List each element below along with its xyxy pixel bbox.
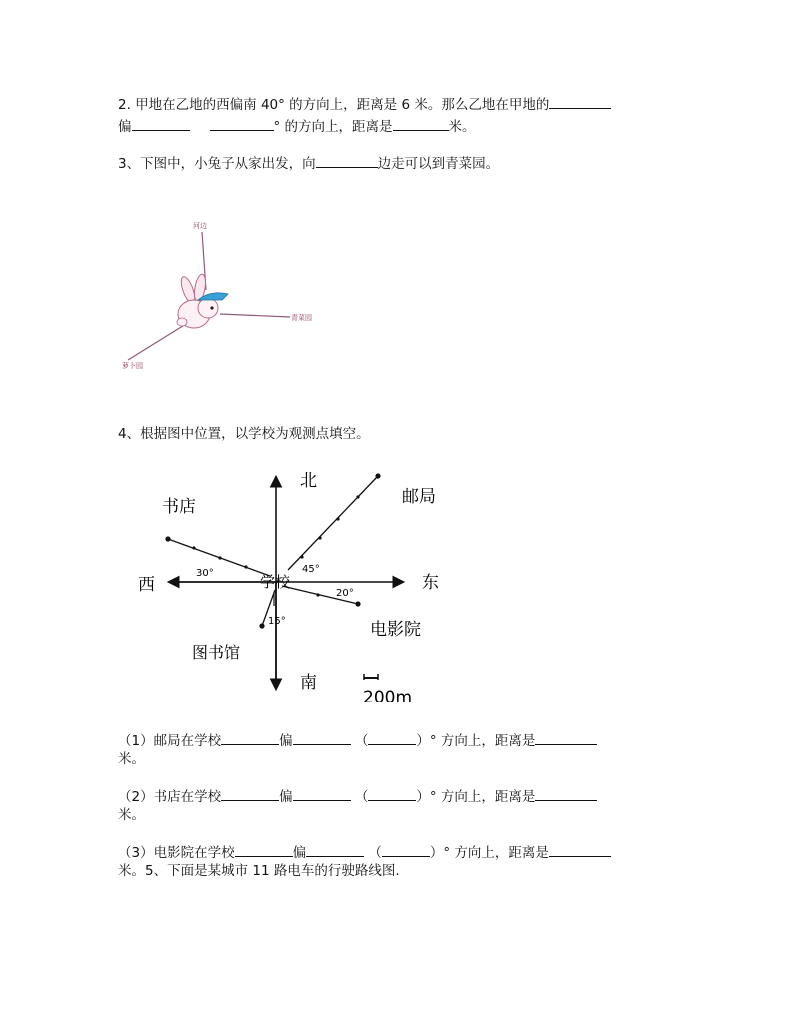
q2-blank-1[interactable] [549,94,611,109]
library-point [259,623,264,628]
label-library: 图书馆 [192,643,241,662]
q4-item-1-prefix: （1）邮局在学校 [118,733,222,749]
q4-item-2-end: 米。 [118,807,145,823]
label-school: 学校 [260,573,291,591]
q4-item-3-blank-d[interactable] [549,842,611,857]
q4-item-2-after: ° 方向上，距离是 [429,789,536,805]
cinema-point [355,601,360,606]
q4-item-2-blank-c[interactable] [368,786,416,801]
label-east: 东 [422,573,439,593]
q4-item-3-blank-b[interactable] [306,842,364,857]
q4-item-3-paren-close: ） [429,845,444,861]
q4-item-1-paren-open: （ [354,733,369,749]
q2-blank-2[interactable] [132,116,190,131]
q4-item-3-end: 米。5、下面是某城市 11 路电车的行驶路线图. [118,863,400,879]
q4-item-3-paren-open: （ [368,845,382,861]
q3-text-b: 边走可以到青菜园。 [377,156,500,172]
rabbit-icon [177,273,228,328]
label-post-office: 邮局 [402,487,436,507]
label-north: 北 [300,471,317,491]
q3-line [118,153,499,173]
label-vegetable-garden: 青菜园 [291,314,312,322]
label-bookstore: 书店 [162,497,196,517]
scale-bar [364,674,378,680]
q3-text-a: 3、下图中，小兔子从家出发，向 [118,156,316,172]
q4-item-1-blank-a[interactable] [221,730,279,745]
label-radish-garden: 萝卜园 [122,362,143,370]
q4-item-2-paren-open: （ [354,789,369,805]
q4-item-3-blank-c[interactable] [382,842,430,857]
q2-text-2c: 米。 [448,119,476,135]
q4-item-2-blank-a[interactable] [221,786,279,801]
label-west: 西 [138,575,155,595]
q4-item-2-blank-d[interactable] [535,786,597,801]
q4-item-1-after: ° 方向上，距离是 [429,733,536,749]
rabbit-diagram [110,210,350,380]
q2-text-2b: ° 的方向上，距离是 [273,119,393,135]
q4-item-2-prefix: （2）书店在学校 [118,789,222,805]
q2-text-2a: 偏 [118,119,132,135]
label-angle-post: 45° [302,564,320,575]
label-angle-library: 15° [268,616,286,627]
q4-item-1 [118,730,597,750]
q4-item-3-blank-a[interactable] [235,842,293,857]
q4-item-3-mid: 偏 [292,845,307,861]
q2-line-2 [118,116,476,136]
q2-blank-3[interactable] [210,116,274,131]
q4-item-1-blank-b[interactable] [293,730,351,745]
q4-item-2-mid: 偏 [279,789,293,805]
q4-item-1-blank-d[interactable] [535,730,597,745]
q4-item-3-prefix: （3）电影院在学校 [118,845,235,861]
label-angle-bookstore: 30° [196,568,214,579]
compass-map [130,462,460,702]
bookstore-point [165,536,170,541]
q4-item-1-mid: 偏 [279,733,293,749]
q4-item-2-paren-close: ） [416,789,430,805]
label-scale: 200m [363,688,413,702]
q4-item-3 [118,842,611,862]
label-cinema: 电影院 [370,620,421,640]
q3-blank[interactable] [316,153,378,168]
q4-item-2 [118,786,597,806]
line-to-vegetable-garden [220,314,290,317]
q2-line-1 [118,94,611,114]
post-office-point [375,473,380,478]
label-south: 南 [300,673,317,693]
q4-item-1-paren-close: ） [416,733,430,749]
label-river: 河边 [193,222,207,230]
label-angle-cinema: 20° [336,588,354,599]
q4-item-3-after: ° 方向上，距离是 [443,845,549,861]
q4-item-2-blank-b[interactable] [293,786,351,801]
q4-title: 4、根据图中位置，以学校为观测点填空。 [118,426,370,442]
q2-text-1: 2. 甲地在乙地的西偏南 40° 的方向上，距离是 6 米。那么乙地在甲地的 [118,97,550,113]
q2-blank-4[interactable] [393,116,449,131]
q4-item-1-blank-c[interactable] [368,730,416,745]
q4-item-1-end: 米。 [118,751,145,767]
line-to-radish-garden [128,324,186,360]
